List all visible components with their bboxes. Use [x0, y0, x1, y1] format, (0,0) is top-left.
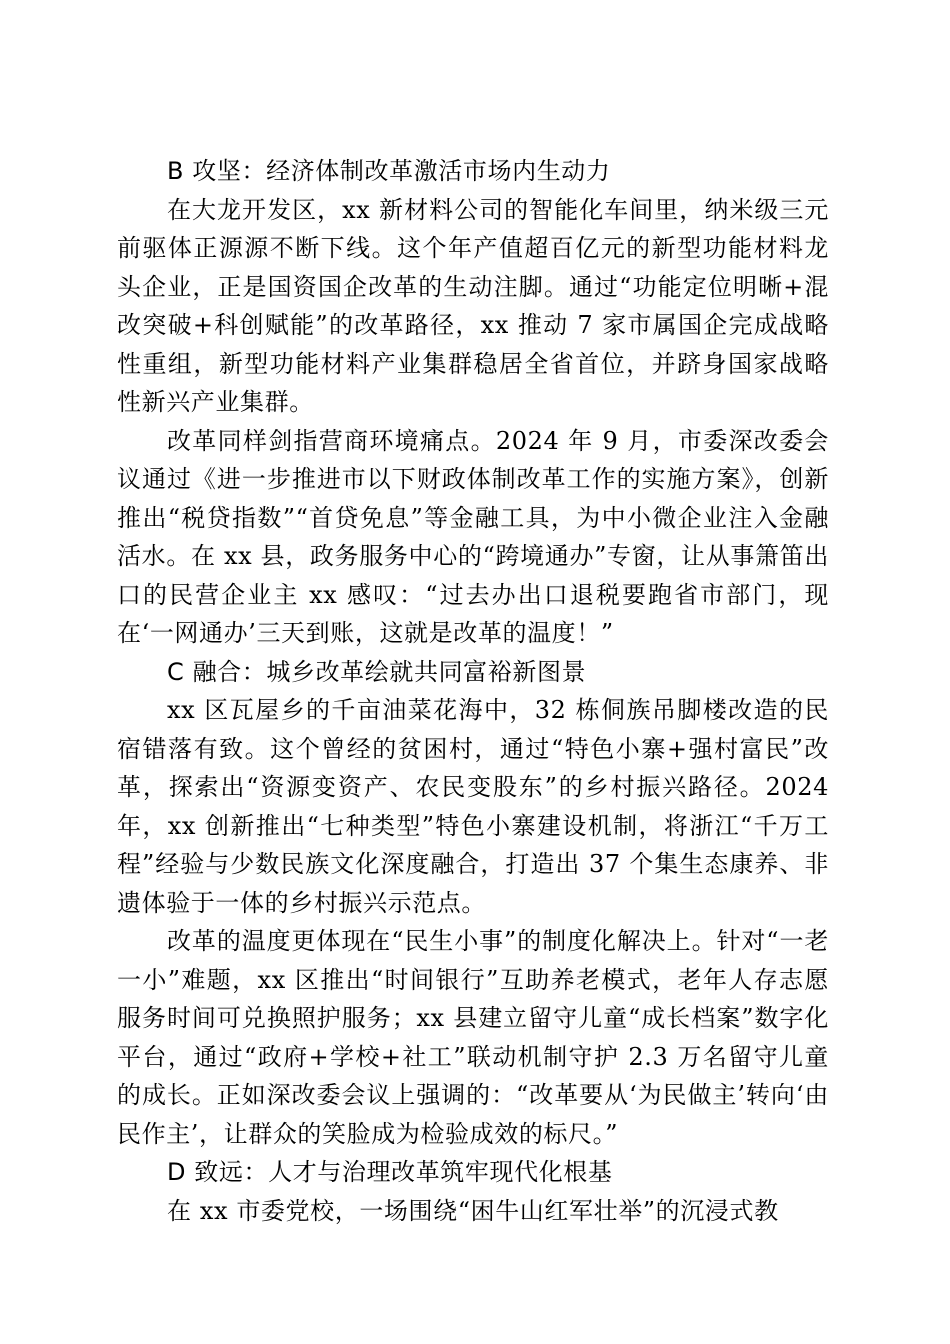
document-page [117, 152, 829, 1230]
paragraph: 在 xx 市委党校，一场围绕“困牛山红军壮举”的沉浸式教 [167, 1196, 779, 1225]
section-heading-d: D 致远：人才与治理改革筑牢现代化根基 [167, 1158, 613, 1186]
section-heading-c: C 融合：城乡改革绘就共同富裕新图景 [167, 657, 587, 686]
paragraph: 在大龙开发区，xx 新材料公司的智能化车间里，纳米级三元前驱体正源源不断下线。这个年产值超百亿元的新型功能材料龙头企业，正是国资国企改革的生动注脚。通过“功能定位明晰+混改突破+科创赋能”的改革路径，xx 推动 7 家市属国企完成战略性重组，新型功能材料产业集群稳居全省首位，并跻身国家战略性新兴产业集群。 [117, 195, 829, 416]
section-heading-b: B 攻坚：经济体制改革激活市场内生动力 [167, 157, 611, 185]
paragraph: xx 区瓦屋乡的千亩油菜花海中，32 栋侗族吊脚楼改造的民宿错落有致。这个曾经的贫困村，通过“特色小寨+强村富民”改革，探索出“资源变资产、农民变股东”的乡村振兴路径。2024 年，xx 创新推出“七种类型”特色小寨建设机制，将浙江“千万工程”经验与少数民族文化深度融合，打造出 37 个集生态康养、非遗体验于一体的乡村振兴示范点。 [117, 696, 829, 917]
paragraph: 改革的温度更体现在“民生小事”的制度化解决上。针对“一老一小”难题，xx 区推出“时间银行”互助养老模式，老年人存志愿服务时间可兑换照护服务；xx 县建立留守儿童“成长档案”数字化平台，通过“政府+学校+社工”联动机制守护 2.3 万名留守儿童的成长。正如深改委会议上强调的：“改革要从‘为民做主’转向‘由民作主’，让群众的笑脸成为检验成效的标尺。” [117, 927, 829, 1148]
paragraph: 改革同样剑指营商环境痛点。2024 年 9 月，市委深改委会议通过《进一步推进市以下财政体制改革工作的实施方案》，创新推出“税贷指数”“首贷免息”等金融工具，为中小微企业注入金融活水。在 xx 县，政务服务中心的“跨境通办”专窗，让从事箫笛出口的民营企业主 xx 感叹：“过去办出口退税要跑省市部门，现在‘一网通办’三天到账，这就是改革的温度！” [117, 426, 829, 647]
